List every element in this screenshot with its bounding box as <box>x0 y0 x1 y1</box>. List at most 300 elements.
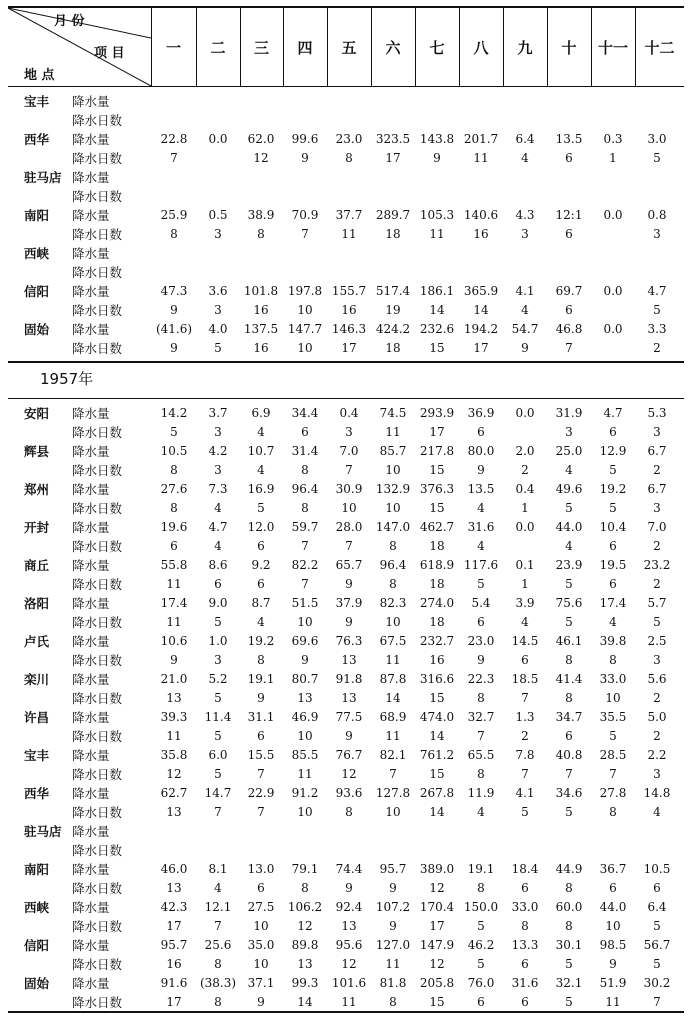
table-cell-value: 89.8 <box>291 938 319 952</box>
table-cell-value: 10 <box>297 615 313 629</box>
month-header-12: 十二 <box>644 38 675 57</box>
table-cell-value: 4 <box>477 539 485 553</box>
table-cell-value: 6 <box>477 425 485 439</box>
table-cell-value: 106.2 <box>287 900 323 914</box>
item-label: 降水量 <box>72 482 110 497</box>
item-label: 降水量 <box>72 824 110 839</box>
table-cell-value: 32.1 <box>555 976 583 990</box>
table-cell-value: 6 <box>565 151 573 165</box>
table-cell-value: 170.4 <box>419 900 455 914</box>
table-cell-value: 96.4 <box>291 482 319 496</box>
header-column-divider <box>196 8 197 86</box>
table-cell-value: 5 <box>214 341 222 355</box>
table-cell-value: 3.0 <box>647 132 667 146</box>
table-cell-value: 201.7 <box>463 132 499 146</box>
table-cell-value: 2.0 <box>515 444 535 458</box>
table-cell-value: 59.7 <box>291 520 319 534</box>
table-cell-value: 194.2 <box>463 322 499 336</box>
table-cell-value: 10 <box>385 463 401 477</box>
table-cell-value: 15 <box>429 463 445 477</box>
item-label: 降水日数 <box>72 691 123 706</box>
item-label: 降水日数 <box>72 227 123 242</box>
table-cell-value: 4.7 <box>603 406 623 420</box>
table-cell-value: 6 <box>565 303 573 317</box>
item-label: 降水量 <box>72 938 110 953</box>
table-cell-value: 91.6 <box>160 976 188 990</box>
table-cell-value: 13.3 <box>511 938 539 952</box>
item-label: 降水量 <box>72 246 110 261</box>
table-cell-value: 1.0 <box>208 634 228 648</box>
table-cell-value: 37.1 <box>247 976 275 990</box>
table-cell-value: 5 <box>214 691 222 705</box>
table-cell-value: 5 <box>565 957 573 971</box>
header-column-divider <box>327 8 328 86</box>
item-label: 降水日数 <box>72 425 123 440</box>
table-cell-value: 474.0 <box>419 710 455 724</box>
table-cell-value: 267.8 <box>419 786 455 800</box>
table-cell-value: 34.6 <box>555 786 583 800</box>
table-cell-value: 3 <box>214 303 222 317</box>
table-cell-value: 0.4 <box>515 482 535 496</box>
table-cell-value: 14 <box>429 729 445 743</box>
table-cell-value: 8 <box>214 995 222 1009</box>
table-cell-value: 11 <box>385 729 401 743</box>
table-cell-value: 9 <box>170 653 178 667</box>
header-bottom-rule <box>8 86 684 87</box>
station-name: 西华 <box>24 786 50 801</box>
station-name: 西峡 <box>24 246 50 261</box>
item-label: 降水日数 <box>72 843 123 858</box>
item-label: 降水量 <box>72 208 110 223</box>
table-cell-value: 5 <box>653 151 661 165</box>
table-cell-value: 44.9 <box>555 862 583 876</box>
table-cell-value: 5 <box>609 463 617 477</box>
table-cell-value: 40.8 <box>555 748 583 762</box>
table-cell-value: 9 <box>345 729 353 743</box>
table-cell-value: 10 <box>297 729 313 743</box>
table-cell-value: 7 <box>389 767 397 781</box>
table-cell-value: 34.7 <box>555 710 583 724</box>
table-cell-value: 9 <box>170 303 178 317</box>
table-cell-value: 205.8 <box>419 976 455 990</box>
table-cell-value: 232.7 <box>419 634 455 648</box>
item-label: 降水日数 <box>72 265 123 280</box>
table-cell-value: 27.8 <box>599 786 627 800</box>
table-cell-value: 74.5 <box>379 406 407 420</box>
item-label: 降水量 <box>72 322 110 337</box>
table-cell-value: 6 <box>257 881 265 895</box>
table-cell-value: 289.7 <box>375 208 411 222</box>
table-cell-value: 4 <box>565 539 573 553</box>
table-cell-value: 22.9 <box>247 786 275 800</box>
table-cell-value: 76.7 <box>335 748 363 762</box>
table-cell-value: 9 <box>433 151 441 165</box>
table-cell-value: 7.3 <box>208 482 228 496</box>
table-cell-value: 11 <box>385 653 401 667</box>
table-cell-value: 16.9 <box>247 482 275 496</box>
table-cell-value: 7 <box>170 151 178 165</box>
table-cell-value: 8 <box>389 577 397 591</box>
station-name: 南阳 <box>24 208 50 223</box>
table-cell-value: 2 <box>653 577 661 591</box>
table-cell-value: 12 <box>297 919 313 933</box>
table-cell-value: 37.9 <box>335 596 363 610</box>
table-cell-value: 12 <box>253 151 269 165</box>
item-label: 降水量 <box>72 406 110 421</box>
table-cell-value: 15 <box>429 501 445 515</box>
table-cell-value: 10 <box>385 805 401 819</box>
item-label: 降水量 <box>72 520 110 535</box>
table-cell-value: 16 <box>341 303 357 317</box>
table-cell-value: 3 <box>214 653 222 667</box>
table-cell-value: 101.8 <box>243 284 279 298</box>
table-cell-value: 316.6 <box>419 672 455 686</box>
table-cell-value: 85.5 <box>291 748 319 762</box>
table-cell-value: 11 <box>385 957 401 971</box>
table-cell-value: 39.8 <box>599 634 627 648</box>
table-cell-value: 17 <box>429 919 445 933</box>
table-cell-value: 9 <box>389 919 397 933</box>
table-cell-value: 3 <box>653 501 661 515</box>
table-cell-value: 5.3 <box>647 406 667 420</box>
table-cell-value: 8 <box>301 881 309 895</box>
station-name: 驻马店 <box>24 824 62 839</box>
table-cell-value: 12 <box>341 957 357 971</box>
table-cell-value: 25.9 <box>160 208 188 222</box>
table-cell-value: 67.5 <box>379 634 407 648</box>
table-cell-value: 42.3 <box>160 900 188 914</box>
station-name: 固始 <box>24 322 50 337</box>
header-column-divider <box>547 8 548 86</box>
item-label: 降水日数 <box>72 615 123 630</box>
table-cell-value: (41.6) <box>155 322 193 336</box>
station-name: 信阳 <box>24 284 50 299</box>
table-cell-value: 6.7 <box>647 444 667 458</box>
table-cell-value: 3.3 <box>647 322 667 336</box>
table-cell-value: 3 <box>214 227 222 241</box>
table-cell-value: 3.9 <box>515 596 535 610</box>
table-cell-value: 82.3 <box>379 596 407 610</box>
table-cell-value: 18 <box>429 539 445 553</box>
table-cell-value: 107.2 <box>375 900 411 914</box>
table-cell-value: 2 <box>521 729 529 743</box>
table-cell-value: 1 <box>609 151 617 165</box>
table-cell-value: 13.5 <box>467 482 495 496</box>
item-label: 降水日数 <box>72 653 123 668</box>
table-cell-value: 27.5 <box>247 900 275 914</box>
station-name: 郑州 <box>24 482 50 497</box>
year-label: 1957年 <box>40 370 94 388</box>
table-cell-value: 31.6 <box>511 976 539 990</box>
table-cell-value: 2 <box>653 463 661 477</box>
table-cell-value: 9.2 <box>251 558 271 572</box>
station-name: 南阳 <box>24 862 50 877</box>
table-cell-value: 517.4 <box>375 284 411 298</box>
table-cell-value: 127.8 <box>375 786 411 800</box>
item-label: 降水量 <box>72 170 110 185</box>
table-cell-value: 46.2 <box>467 938 495 952</box>
table-cell-value: 74.4 <box>335 862 363 876</box>
table-cell-value: 1 <box>521 501 529 515</box>
table-cell-value: 9 <box>301 151 309 165</box>
table-cell-value: 91.8 <box>335 672 363 686</box>
table-cell-value: 77.5 <box>335 710 363 724</box>
table-cell-value: 0.4 <box>339 406 359 420</box>
table-cell-value: 7 <box>653 995 661 1009</box>
table-cell-value: 16 <box>429 653 445 667</box>
table-cell-value: 6 <box>477 615 485 629</box>
table-cell-value: 11 <box>297 767 313 781</box>
table-cell-value: 3.7 <box>208 406 228 420</box>
table-cell-value: 15 <box>429 691 445 705</box>
table-cell-value: 13.0 <box>247 862 275 876</box>
table-cell-value: 79.1 <box>291 862 319 876</box>
table-cell-value: 30.1 <box>555 938 583 952</box>
table-cell-value: 17 <box>429 425 445 439</box>
table-cell-value: 81.8 <box>379 976 407 990</box>
table-cell-value: 76.3 <box>335 634 363 648</box>
table-cell-value: 2.2 <box>647 748 667 762</box>
table-cell-value: 424.2 <box>375 322 411 336</box>
table-cell-value: 13 <box>341 653 357 667</box>
table-cell-value: 6 <box>609 881 617 895</box>
table-cell-value: 11 <box>473 151 489 165</box>
month-header-5: 五 <box>341 38 357 57</box>
table-cell-value: 8.6 <box>208 558 228 572</box>
table-cell-value: 5 <box>477 957 485 971</box>
table-cell-value: 6 <box>609 539 617 553</box>
table-cell-value: 8 <box>170 227 178 241</box>
table-cell-value: 92.4 <box>335 900 363 914</box>
table-cell-value: 8.1 <box>208 862 228 876</box>
item-label: 降水日数 <box>72 957 123 972</box>
table-cell-value: 17.4 <box>599 596 627 610</box>
item-label: 降水日数 <box>72 577 123 592</box>
table-cell-value: 5 <box>565 615 573 629</box>
table-cell-value: 9 <box>170 341 178 355</box>
table-cell-value: 4.1 <box>515 284 535 298</box>
table-cell-value: 5 <box>214 729 222 743</box>
item-label: 降水量 <box>72 634 110 649</box>
table-cell-value: 15 <box>429 341 445 355</box>
table-cell-value: 6 <box>214 577 222 591</box>
table-cell-value: 21.0 <box>160 672 188 686</box>
table-cell-value: 10.5 <box>160 444 188 458</box>
table-cell-value: 147.0 <box>375 520 411 534</box>
item-label: 降水量 <box>72 444 110 459</box>
table-cell-value: 15 <box>429 767 445 781</box>
table-cell-value: 19 <box>385 303 401 317</box>
table-cell-value: 17 <box>473 341 489 355</box>
table-cell-value: 69.7 <box>555 284 583 298</box>
table-cell-value: 6 <box>609 577 617 591</box>
month-header-1: 一 <box>165 38 181 57</box>
table-cell-value: 2 <box>653 691 661 705</box>
table-cell-value: 95.6 <box>335 938 363 952</box>
table-cell-value: 38.9 <box>247 208 275 222</box>
table-cell-value: 274.0 <box>419 596 455 610</box>
station-name: 信阳 <box>24 938 50 953</box>
table-cell-value: 5 <box>609 729 617 743</box>
corner-month-label: 月 份 <box>54 14 85 29</box>
item-label: 降水日数 <box>72 995 123 1010</box>
item-label: 降水量 <box>72 284 110 299</box>
table-cell-value: 13 <box>297 957 313 971</box>
table-cell-value: 7 <box>214 919 222 933</box>
table-cell-value: 16 <box>166 957 182 971</box>
item-label: 降水量 <box>72 900 110 915</box>
table-cell-value: 23.0 <box>467 634 495 648</box>
table-cell-value: 51.5 <box>291 596 319 610</box>
item-label: 降水量 <box>72 748 110 763</box>
item-label: 降水量 <box>72 132 110 147</box>
table-cell-value: 68.9 <box>379 710 407 724</box>
table-cell-value: 3 <box>653 425 661 439</box>
table-cell-value: 5 <box>477 577 485 591</box>
header-column-divider <box>459 8 460 86</box>
table-cell-value: 146.3 <box>331 322 367 336</box>
table-cell-value: 35.5 <box>599 710 627 724</box>
table-cell-value: 4.7 <box>647 284 667 298</box>
table-cell-value: 147.7 <box>287 322 323 336</box>
month-header-7: 七 <box>429 38 445 57</box>
table-cell-value: 4 <box>653 805 661 819</box>
table-cell-value: 4.0 <box>208 322 228 336</box>
item-label: 降水日数 <box>72 501 123 516</box>
header-column-divider <box>635 8 636 86</box>
table-cell-value: 4 <box>214 501 222 515</box>
table-cell-value: 6 <box>521 881 529 895</box>
item-label: 降水量 <box>72 710 110 725</box>
item-label: 降水量 <box>72 596 110 611</box>
table-cell-value: 10.4 <box>599 520 627 534</box>
table-cell-value: 618.9 <box>419 558 455 572</box>
table-cell-value: 137.5 <box>243 322 279 336</box>
table-cell-value: 143.8 <box>419 132 455 146</box>
table-cell-value: 30.2 <box>643 976 671 990</box>
month-header-11: 十一 <box>597 38 628 57</box>
table-cell-value: 4 <box>214 881 222 895</box>
table-cell-value: 55.8 <box>160 558 188 572</box>
table-cell-value: 9 <box>609 957 617 971</box>
corner-item-label: 项 目 <box>94 46 125 61</box>
table-cell-value: 14 <box>297 995 313 1009</box>
table-cell-value: 0.0 <box>603 208 623 222</box>
table-cell-value: 69.6 <box>291 634 319 648</box>
table-cell-value: 11 <box>166 577 182 591</box>
header-column-divider <box>151 8 152 86</box>
table-cell-value: 8.7 <box>251 596 271 610</box>
item-label: 降水日数 <box>72 303 123 318</box>
table-cell-value: 62.7 <box>160 786 188 800</box>
table-cell-value: 6 <box>257 577 265 591</box>
table-cell-value: 147.9 <box>419 938 455 952</box>
table-cell-value: 217.8 <box>419 444 455 458</box>
item-label: 降水日数 <box>72 881 123 896</box>
item-label: 降水日数 <box>72 539 123 554</box>
table-cell-value: 9 <box>301 653 309 667</box>
table-cell-value: 101.6 <box>331 976 367 990</box>
month-header-10: 十 <box>561 38 577 57</box>
table-cell-value: 93.6 <box>335 786 363 800</box>
item-label: 降水量 <box>72 558 110 573</box>
table-cell-value: 5 <box>214 615 222 629</box>
table-cell-value: 16 <box>473 227 489 241</box>
table-cell-value: 99.3 <box>291 976 319 990</box>
month-header-9: 九 <box>517 38 533 57</box>
table-cell-value: 7 <box>301 227 309 241</box>
table-cell-value: 0.1 <box>515 558 535 572</box>
table-cell-value: 11 <box>341 995 357 1009</box>
table-cell-value: 98.5 <box>599 938 627 952</box>
table-cell-value: 6.0 <box>208 748 228 762</box>
table-cell-value: 12 <box>429 957 445 971</box>
table-cell-value: 14 <box>429 303 445 317</box>
table-cell-value: 5 <box>565 501 573 515</box>
table-cell-value: 15 <box>429 995 445 1009</box>
item-label: 降水日数 <box>72 729 123 744</box>
table-cell-value: 10 <box>605 691 621 705</box>
table-cell-value: 49.6 <box>555 482 583 496</box>
table-cell-value: 9 <box>345 615 353 629</box>
table-cell-value: 85.7 <box>379 444 407 458</box>
table-cell-value: 8 <box>565 881 573 895</box>
table-cell-value: 6 <box>609 425 617 439</box>
table-cell-value: 6 <box>170 539 178 553</box>
table-cell-value: 19.2 <box>599 482 627 496</box>
table-cell-value: 11.4 <box>204 710 232 724</box>
table-cell-value: 2.5 <box>647 634 667 648</box>
table-cell-value: 5 <box>477 919 485 933</box>
table-cell-value: 6 <box>521 957 529 971</box>
header-column-divider <box>415 8 416 86</box>
table-cell-value: 75.6 <box>555 596 583 610</box>
table-cell-value: 7 <box>257 767 265 781</box>
table-cell-value: 28.0 <box>335 520 363 534</box>
table-cell-value: 46.8 <box>555 322 583 336</box>
table-cell-value: 11 <box>605 995 621 1009</box>
table-cell-value: 7.0 <box>647 520 667 534</box>
table-cell-value: 14.5 <box>511 634 539 648</box>
table-cell-value: 51.9 <box>599 976 627 990</box>
station-name: 西华 <box>24 132 50 147</box>
table-cell-value: 2 <box>521 463 529 477</box>
table-cell-value: 6.7 <box>647 482 667 496</box>
table-cell-value: 5 <box>565 805 573 819</box>
table-cell-value: 11.9 <box>467 786 495 800</box>
table-cell-value: (38.3) <box>199 976 237 990</box>
table-cell-value: 44.0 <box>555 520 583 534</box>
table-cell-value: 1 <box>521 577 529 591</box>
station-name: 许昌 <box>24 710 50 725</box>
month-header-6: 六 <box>385 38 401 57</box>
table-cell-value: 5 <box>653 919 661 933</box>
table-cell-value: 27.6 <box>160 482 188 496</box>
table-cell-value: 6.4 <box>647 900 667 914</box>
table-cell-value: 5 <box>521 805 529 819</box>
table-cell-value: 47.3 <box>160 284 188 298</box>
table-cell-value: 0.8 <box>647 208 667 222</box>
table-cell-value: 6 <box>521 995 529 1009</box>
table-cell-value: 7 <box>521 691 529 705</box>
header-column-divider <box>371 8 372 86</box>
table-cell-value: 4 <box>477 805 485 819</box>
table-cell-value: 95.7 <box>379 862 407 876</box>
month-header-3: 三 <box>253 38 269 57</box>
table-cell-value: 12.9 <box>599 444 627 458</box>
table-cell-value: 19.1 <box>467 862 495 876</box>
station-name: 宝丰 <box>24 94 50 109</box>
